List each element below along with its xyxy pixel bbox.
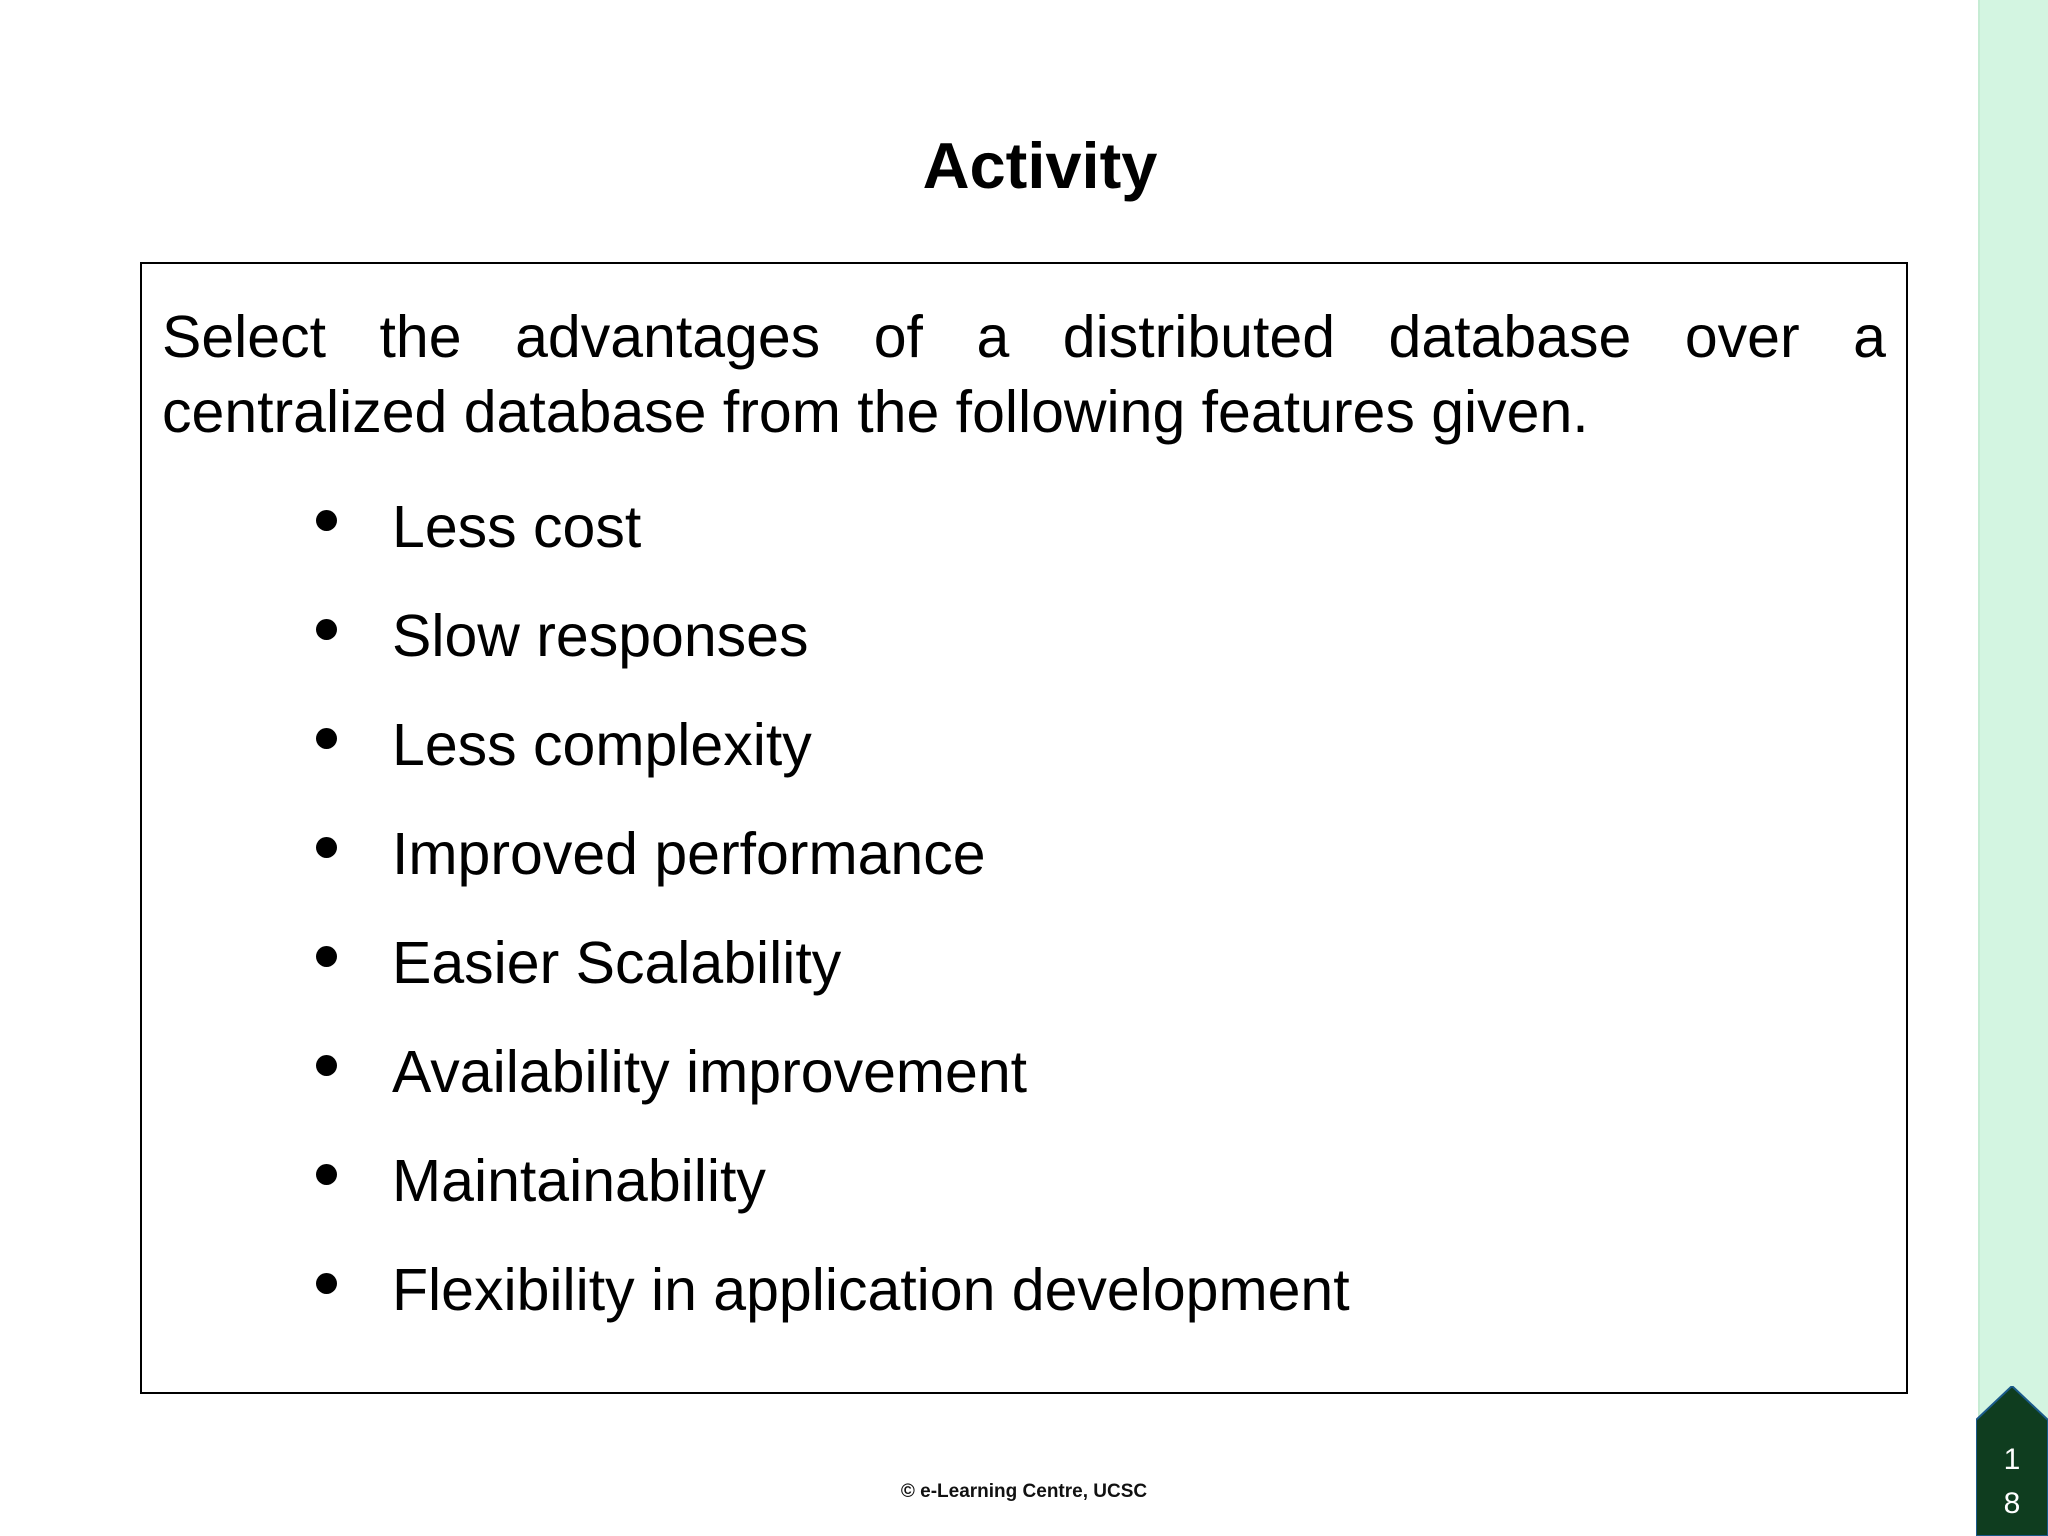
feature-label: Improved performance <box>392 821 986 887</box>
bullet-icon <box>316 837 337 858</box>
bullet-icon <box>316 1273 337 1294</box>
feature-label: Slow responses <box>392 603 809 669</box>
bullet-icon <box>316 946 337 967</box>
activity-prompt: Select the advantages of a distributed database over a centralized database from the following features given. <box>162 304 1886 445</box>
slide-title: Activity <box>922 129 1158 202</box>
bullet-icon <box>316 510 337 531</box>
bullet-icon <box>316 1164 337 1185</box>
sidebar-strip <box>1978 0 2048 1536</box>
feature-label: Less complexity <box>392 712 812 778</box>
page-number-badge <box>1976 1386 2048 1536</box>
feature-label: Maintainability <box>392 1148 766 1214</box>
bullet-icon <box>316 619 337 640</box>
footer-copyright: © e-Learning Centre, UCSC <box>900 1481 1148 1502</box>
feature-label: Easier Scalability <box>392 930 842 996</box>
activity-box <box>140 262 1908 1394</box>
feature-label: Flexibility in application development <box>392 1257 1350 1323</box>
page-number: 18 <box>2003 1443 2021 1520</box>
bullet-icon <box>316 1055 337 1076</box>
feature-label: Availability improvement <box>392 1039 1028 1105</box>
bullet-icon <box>316 728 337 749</box>
feature-label: Less cost <box>392 494 642 560</box>
